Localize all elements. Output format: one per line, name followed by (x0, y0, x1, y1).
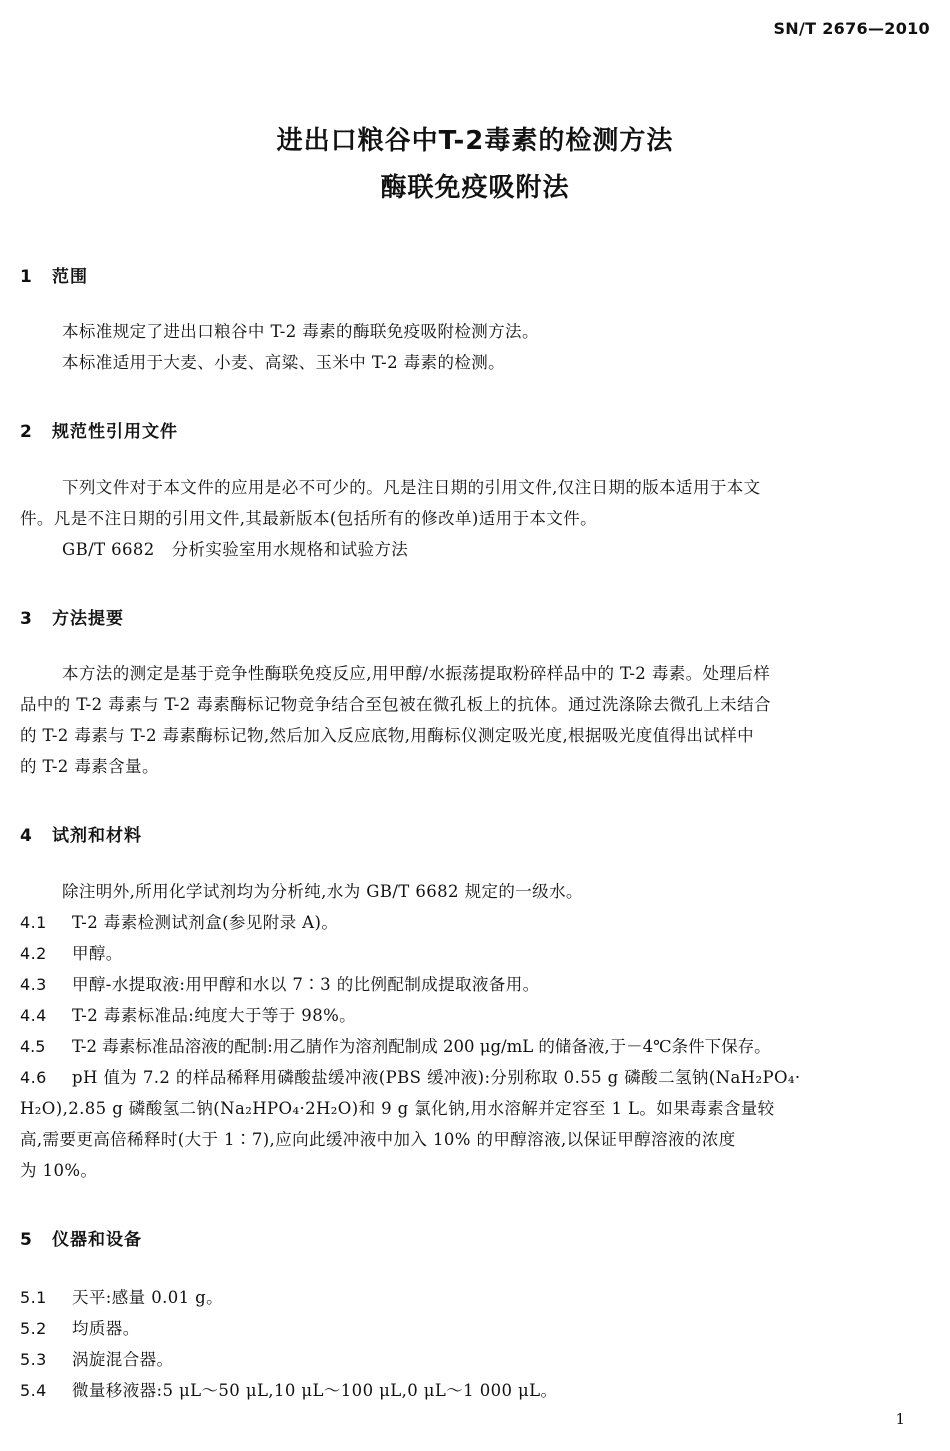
item-number: 4.4 (20, 1006, 47, 1025)
section-number: 3 (20, 609, 33, 629)
list-item (20, 1283, 930, 1314)
list-item (20, 939, 930, 970)
item-text: 涡旋混合器。 (72, 1350, 174, 1369)
paragraph-line: 品中的 T-2 毒素与 T-2 毒素酶标记物竞争结合至包被在微孔板上的抗体。通过洗涤除去微孔上未结合 (20, 695, 771, 714)
paragraph: 除注明外,所用化学试剂均为分析纯,水为 GB/T 6682 规定的一级水。 (62, 882, 583, 901)
list-item (20, 1001, 930, 1032)
list-item (20, 970, 930, 1001)
item-text: pH 值为 7.2 的样品稀释用磷酸盐缓冲液(PBS 缓冲液):分别称取 0.55 g 磷酸二氢钠(NaH₂PO₄· (72, 1068, 801, 1087)
section-title: 仪器和设备 (52, 1230, 142, 1250)
section-number: 5 (20, 1230, 33, 1250)
paragraph-line: 的 T-2 毒素与 T-2 毒素酶标记物,然后加入反应底物,用酶标仪测定吸光度,根据吸光度值得出试样中 (20, 726, 755, 745)
section-number: 1 (20, 267, 33, 287)
section-title: 试剂和材料 (52, 826, 142, 846)
paragraph-line: 高,需要更高倍稀释时(大于 1∶7),应向此缓冲液中加入 10% 的甲醇溶液,以保证甲醇溶液的浓度 (20, 1130, 736, 1149)
section-title: 规范性引用文件 (52, 422, 178, 442)
item-text: 甲醇-水提取液:用甲醇和水以 7∶3 的比例配制成提取液备用。 (72, 975, 540, 994)
list-item (20, 1032, 930, 1063)
item-number: 4.1 (20, 913, 47, 932)
section-2-heading (20, 417, 178, 442)
item-text: 微量移液器:5 μL～50 μL,10 μL～100 μL,0 μL～1 000 μL。 (72, 1381, 558, 1400)
page-number: 1 (895, 1410, 905, 1428)
item-number: 5.3 (20, 1350, 47, 1369)
standard-number: SN/T 2676—2010 (773, 19, 930, 38)
item-number: 4.3 (20, 975, 47, 994)
paragraph-line: 为 10%。 (20, 1161, 98, 1180)
document-title: 进出口粮谷中T-2毒素的检测方法 (276, 126, 674, 156)
list-item (20, 1376, 930, 1407)
list-item (20, 1063, 930, 1094)
list-item (20, 908, 930, 939)
item-text: 天平:感量 0.01 g。 (72, 1288, 224, 1307)
item-text: 甲醇。 (72, 944, 123, 963)
paragraph: 本标准规定了进出口粮谷中 T-2 毒素的酶联免疫吸附检测方法。 (62, 322, 539, 341)
section-5-heading (20, 1225, 142, 1250)
item-text: T-2 毒素标准品溶液的配制:用乙腈作为溶剂配制成 200 μg/mL 的储备液,于－4℃条件下保存。 (72, 1037, 771, 1056)
section-3-heading (20, 604, 124, 629)
paragraph-line: 的 T-2 毒素含量。 (20, 757, 159, 776)
normative-reference: GB/T 6682 分析实验室用水规格和试验方法 (62, 540, 409, 559)
paragraph-line: H₂O),2.85 g 磷酸氢二钠(Na₂HPO₄·2H₂O)和 9 g 氯化钠,用水溶解并定容至 1 L。如果毒素含量较 (20, 1099, 775, 1118)
item-text: 均质器。 (72, 1319, 140, 1338)
item-text: T-2 毒素检测试剂盒(参见附录 A)。 (72, 913, 339, 932)
list-item (20, 1345, 930, 1376)
paragraph-line: 本方法的测定是基于竞争性酶联免疫反应,用甲醇/水振荡提取粉碎样品中的 T-2 毒素。处理后样 (62, 664, 771, 683)
item-text: T-2 毒素标准品:纯度大于等于 98%。 (72, 1006, 357, 1025)
item-number: 4.6 (20, 1068, 47, 1087)
section-4-heading (20, 821, 142, 846)
item-number: 5.1 (20, 1288, 47, 1307)
list-item (20, 1314, 930, 1345)
section-title: 方法提要 (52, 609, 124, 629)
section-title: 范围 (52, 267, 88, 287)
item-number: 5.4 (20, 1381, 47, 1400)
paragraph-line: 件。凡是不注日期的引用文件,其最新版本(包括所有的修改单)适用于本文件。 (20, 509, 598, 528)
item-number: 4.2 (20, 944, 47, 963)
item-number: 4.5 (20, 1037, 46, 1056)
item-number: 5.2 (20, 1319, 47, 1338)
section-number: 4 (20, 826, 33, 846)
document-subtitle: 酶联免疫吸附法 (380, 173, 570, 203)
section-number: 2 (20, 422, 33, 442)
paragraph: 本标准适用于大麦、小麦、高粱、玉米中 T-2 毒素的检测。 (62, 353, 506, 372)
paragraph-line: 下列文件对于本文件的应用是必不可少的。凡是注日期的引用文件,仅注日期的版本适用于本文 (62, 478, 761, 497)
section-1-heading (20, 262, 88, 287)
